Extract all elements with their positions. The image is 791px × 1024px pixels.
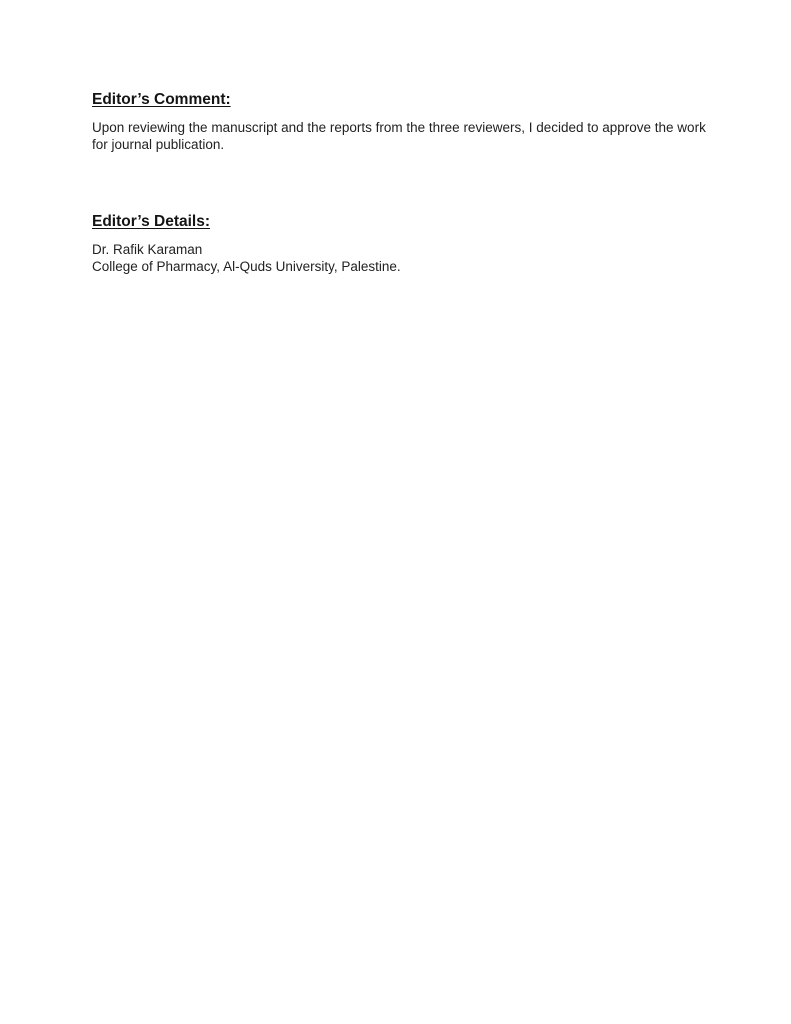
editor-affiliation: College of Pharmacy, Al-Quds University, Palestine. — [92, 259, 401, 274]
editor-name: Dr. Rafik Karaman — [92, 242, 203, 257]
editor-comment-paragraph — [92, 119, 731, 153]
editor-comment-section — [92, 91, 731, 153]
comment-text-line-2: for journal publication. — [92, 137, 225, 152]
comment-text-line-1: Upon reviewing the manuscript and the reports from the three reviewers, I decided to approve the work — [92, 120, 706, 135]
editor-details-section — [92, 213, 731, 275]
editor-comment-heading: Editor’s Comment: — [92, 91, 231, 108]
editor-details-heading: Editor’s Details: — [92, 213, 210, 230]
editor-details-block — [92, 241, 731, 275]
